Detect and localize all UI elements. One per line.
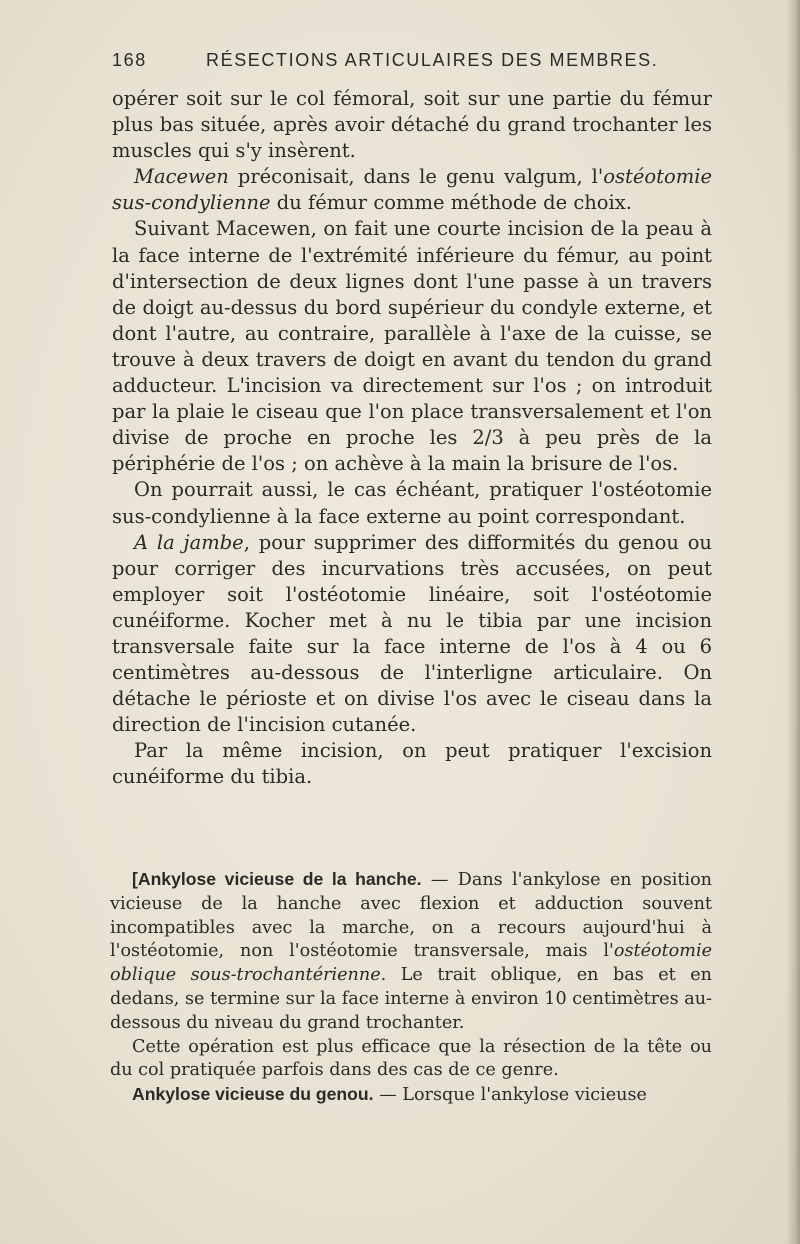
paragraph-4-text: On pourrait aussi, le cas échéant, pratiquer l'ostéotomie sus-condylienne à la face externe au point correspondant.: [112, 478, 712, 528]
paragraph-2-text-b: du fémur comme méthode de choix.: [270, 191, 632, 215]
heading-ankylose-genou: Ankylose vicieuse du genou.: [132, 1084, 374, 1105]
term-osteotomie-sus-condylienne: ostéotomie sus-condylienne: [112, 165, 712, 215]
paragraph-2-text-a: préconisait, dans le genu valgum, l': [228, 165, 604, 189]
heading-ankylose-hanche: [Ankylose vicieuse de la hanche.: [132, 869, 422, 889]
paragraph-5-text: , pour supprimer des difformités du genou ou pour corriger des incurvations très accusées, on peut employer soit l'ostéotomie linéaire, soit l'ostéotomie cunéiforme. Kocher met à nu le tibia par une incision transversale faite sur la face interne de l'os à 4 ou 6 centimètres au-dessous de l'interligne articulaire. On détache le périoste et on divise l'os avec le ciseau dans la direction de l'incision cutanée.: [112, 530, 712, 737]
paragraph-5: [112, 530, 712, 739]
paragraph-2: [112, 164, 712, 216]
term-osteotomie-oblique: ostéotomie oblique sous-trochantérienne: [110, 941, 712, 986]
running-title: RÉSECTIONS ARTICULAIRES DES MEMBRES.: [206, 50, 659, 70]
small-paragraph-2-text: Cette opération est plus efficace que la résection de la tête ou du col pratiquée parfois dans des cas de ce genre.: [110, 1036, 712, 1081]
small-paragraph-1-text-a: — Dans l'ankylose en position vicieuse de la hanche avec flexion et adduction souvent incompatibles avec la marche, on a recours aujourd'hui à l'ostéotomie, non l'ostéotomie transversale, mais l': [110, 870, 712, 962]
paragraph-6-text: Par la même incision, on peut pratiquer l'excision cunéiforme du tibia.: [112, 739, 712, 789]
paragraph-3: [112, 216, 712, 477]
page-number: 168: [112, 50, 147, 70]
page-edge-shadow: [786, 0, 800, 1244]
paragraph-3-text: Suivant Macewen, on fait une courte incision de la peau à la face interne de l'extrémité inférieure du fémur, au point d'intersection de deux lignes dont l'une passe à un travers de doigt au-dessus du bord supérieur du condyle externe, et dont l'autre, au contraire, parallèle à l'axe de la cuisse, se trouve à deux travers de doigt en avant du tendon du grand adducteur. L'incision va directement sur l'os ; on introduit par la plaie le ciseau que l'on place transversalement et l'on divise de proche en proche les 2/3 à peu près de la périphérie de l'os ; on achève à la main la brisure de l'os.: [112, 217, 712, 476]
small-paragraph-1: [110, 868, 712, 1036]
main-text: [112, 86, 712, 791]
paragraph-6: [112, 738, 712, 790]
small-paragraph-2: [110, 1036, 712, 1084]
small-paragraph-1-text-b: . Le trait oblique, en bas et en dedans, se termine sur la face interne à environ 10 centimètres au-dessous du niveau du grand trochanter.: [110, 965, 712, 1033]
small-paragraph-3-text: — Lorsque l'ankylose vicieuse: [373, 1085, 647, 1106]
author-name-macewen: Macewen: [134, 165, 229, 189]
paragraph-1: [112, 86, 712, 164]
small-print-section: [110, 868, 712, 1108]
paragraph-4: [112, 477, 712, 529]
paragraph-1-text: opérer soit sur le col fémoral, soit sur une partie du fémur plus bas située, après avoir détaché du grand trochanter les muscles qui s'y insèrent.: [112, 87, 712, 163]
term-a-la-jambe: A la jambe: [134, 530, 244, 554]
small-paragraph-3: [110, 1083, 712, 1108]
